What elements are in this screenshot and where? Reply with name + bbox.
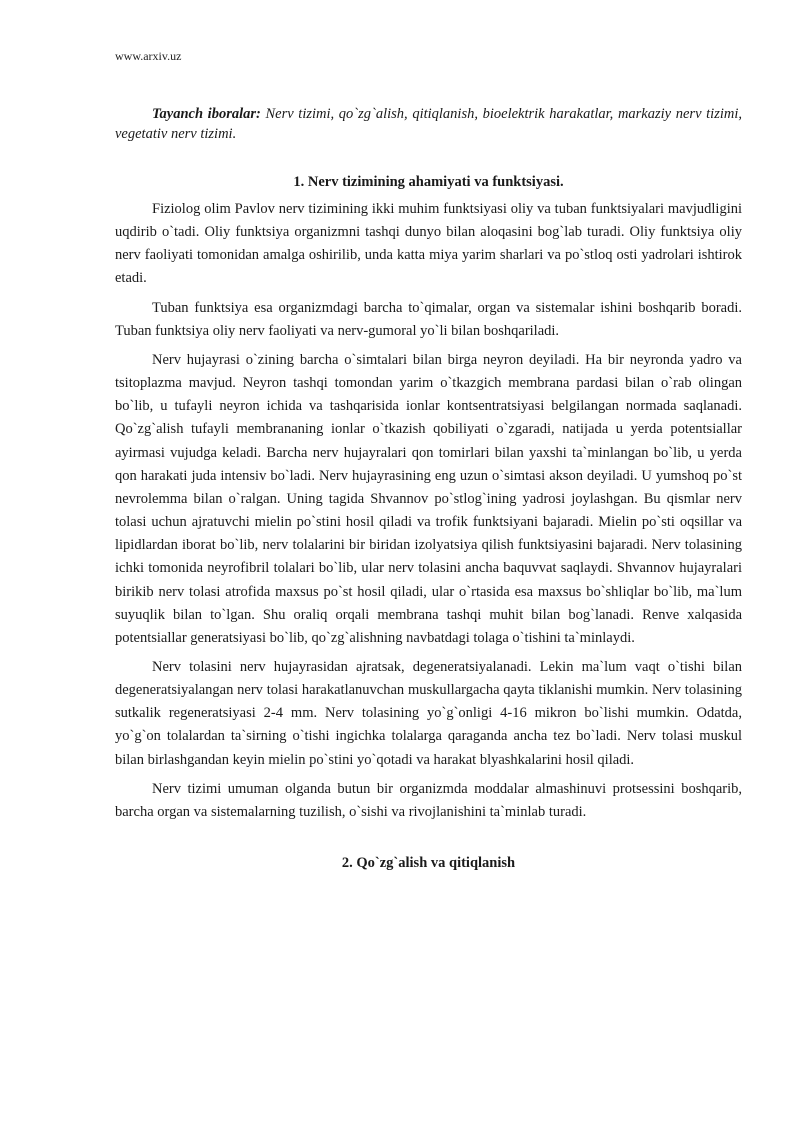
document-body [115, 104, 742, 873]
section-2-heading: 2. Qo`zg`alish va qitiqlanish [341, 855, 516, 872]
keywords-paragraph [115, 104, 742, 144]
keywords-text: Nerv tizimi, qo`zg`alish, qitiqlanish, bioelektrik harakatlar, markaziy nerv tizimi, vegetativ nerv tizimi. [115, 106, 742, 142]
paragraph: Nerv tizimi umuman olganda butun bir organizmda moddalar almashinuvi protsessini boshqarib, barcha organ va sistemalarning tuzilish, o`sishi va rivojlanishini ta`minlab turadi. [115, 780, 742, 820]
keywords-label: Tayanch iboralar: [152, 106, 261, 122]
paragraph: Nerv hujayrasi o`zining barcha o`simtalari bilan birga neyron deyiladi. Ha bir neyronda yadro va tsitoplazma mavjud. Neyron tashqi tomondan yarim o`tkazgich membrana pardasi bilan o`rab olingan bo`lib, u tufayli neyron ichida va tashqarisida ionlar kontsentratsiyasi belgilangan normada saqlanadi. Qo`zg`alish tufayli membrananing ionlar o`tkazish qobiliyati o`zgaradi, natijada u yerda potentsiallar ayirmasi vujudga keladi. Barcha nerv hujayralari qon tomirlari bilan yaxshi ta`minlangan bo`lib, u yerda qon harakati juda intensiv bo`ladi. Nerv hujayrasining eng uzun o`simtasi akson deyiladi. U yumshoq po`st nevrolemma bilan o`ralgan. Uning tagida Shvannov po`stlog`ining yadrosi joylashgan. Bu qismlar nerv tolasi uchun ajratuvchi mielin po`stini hosil qiladi va trofik funktsiyani bajaradi. Mielin po`sti oqsillar va lipidlardan iborat bo`lib, nerv tolalarini bir biridan izolyatsiya qilish funktsiyasini bajaradi. Nerv tolasining ichki tomonida neyrofibril tolalari bo`lib, ular nerv tolasini ancha baquvvat saqlaydi. Shvannov hujayralari birikib nerv tolasi atrofida maxsus po`st hosil qiladi, ular o`rtasida esa maxsus bo`shliqlar bo`lib, ma`lum suyuqlik bilan to`lgan. Shu oraliq orqali membrana tashqi muhit bilan bog`lanadi. Renve xalqasida potentsiallar generatsiyasi bo`lib, qo`zg`alishning navbatdagi tolaga o`tishini ta`minlaydi. [115, 351, 742, 646]
paragraph: Nerv tolasini nerv hujayrasidan ajratsak, degeneratsiyalanadi. Lekin ma`lum vaqt o`tishi bilan degeneratsiyalangan nerv tolasi harakatlanuvchan muskullargacha qayta tiklanishi mumkin. Nerv tolasining sutkalik regeneratsiyasi 2-4 mm. Nerv tolasining yo`g`onligi 4-16 mikron bo`lishi mumkin. Odatda, yo`g`on tolalardan ta`sirning o`tishi ingichka tolalarga qaraganda ancha tez bo`ladi. Nerv tolasi muskul bilan birlashgandan keyin mielin po`stini yo`qotadi va harakat blyashkalarini hosil qiladi. [115, 658, 742, 768]
paragraph: Tuban funktsiya esa organizmdagi barcha to`qimalar, organ va sistemalar ishini boshqarib boradi. Tuban funktsiya oliy nerv faoliyati va nerv-gumoral yo`li bilan boshqariladi. [115, 299, 742, 339]
paragraph: Fiziolog olim Pavlov nerv tizimining ikki muhim funktsiyasi oliy va tuban funktsiyalari mavjudligini uqdirib o`tadi. Oliy funktsiya organizmni tashqi dunyo bilan aloqasini bog`lab turadi. Oliy funktsiya oliy nerv faoliyati tomonidan amalga oshirilib, unda katta miya yarim sharlari va po`stloq osti yadrolari ishtirok etadi. [115, 201, 742, 287]
site-url-header: www.arxiv.uz [115, 49, 182, 63]
section-1-heading: 1. Nerv tizimining ahamiyati va funktsiyasi. [293, 174, 564, 190]
